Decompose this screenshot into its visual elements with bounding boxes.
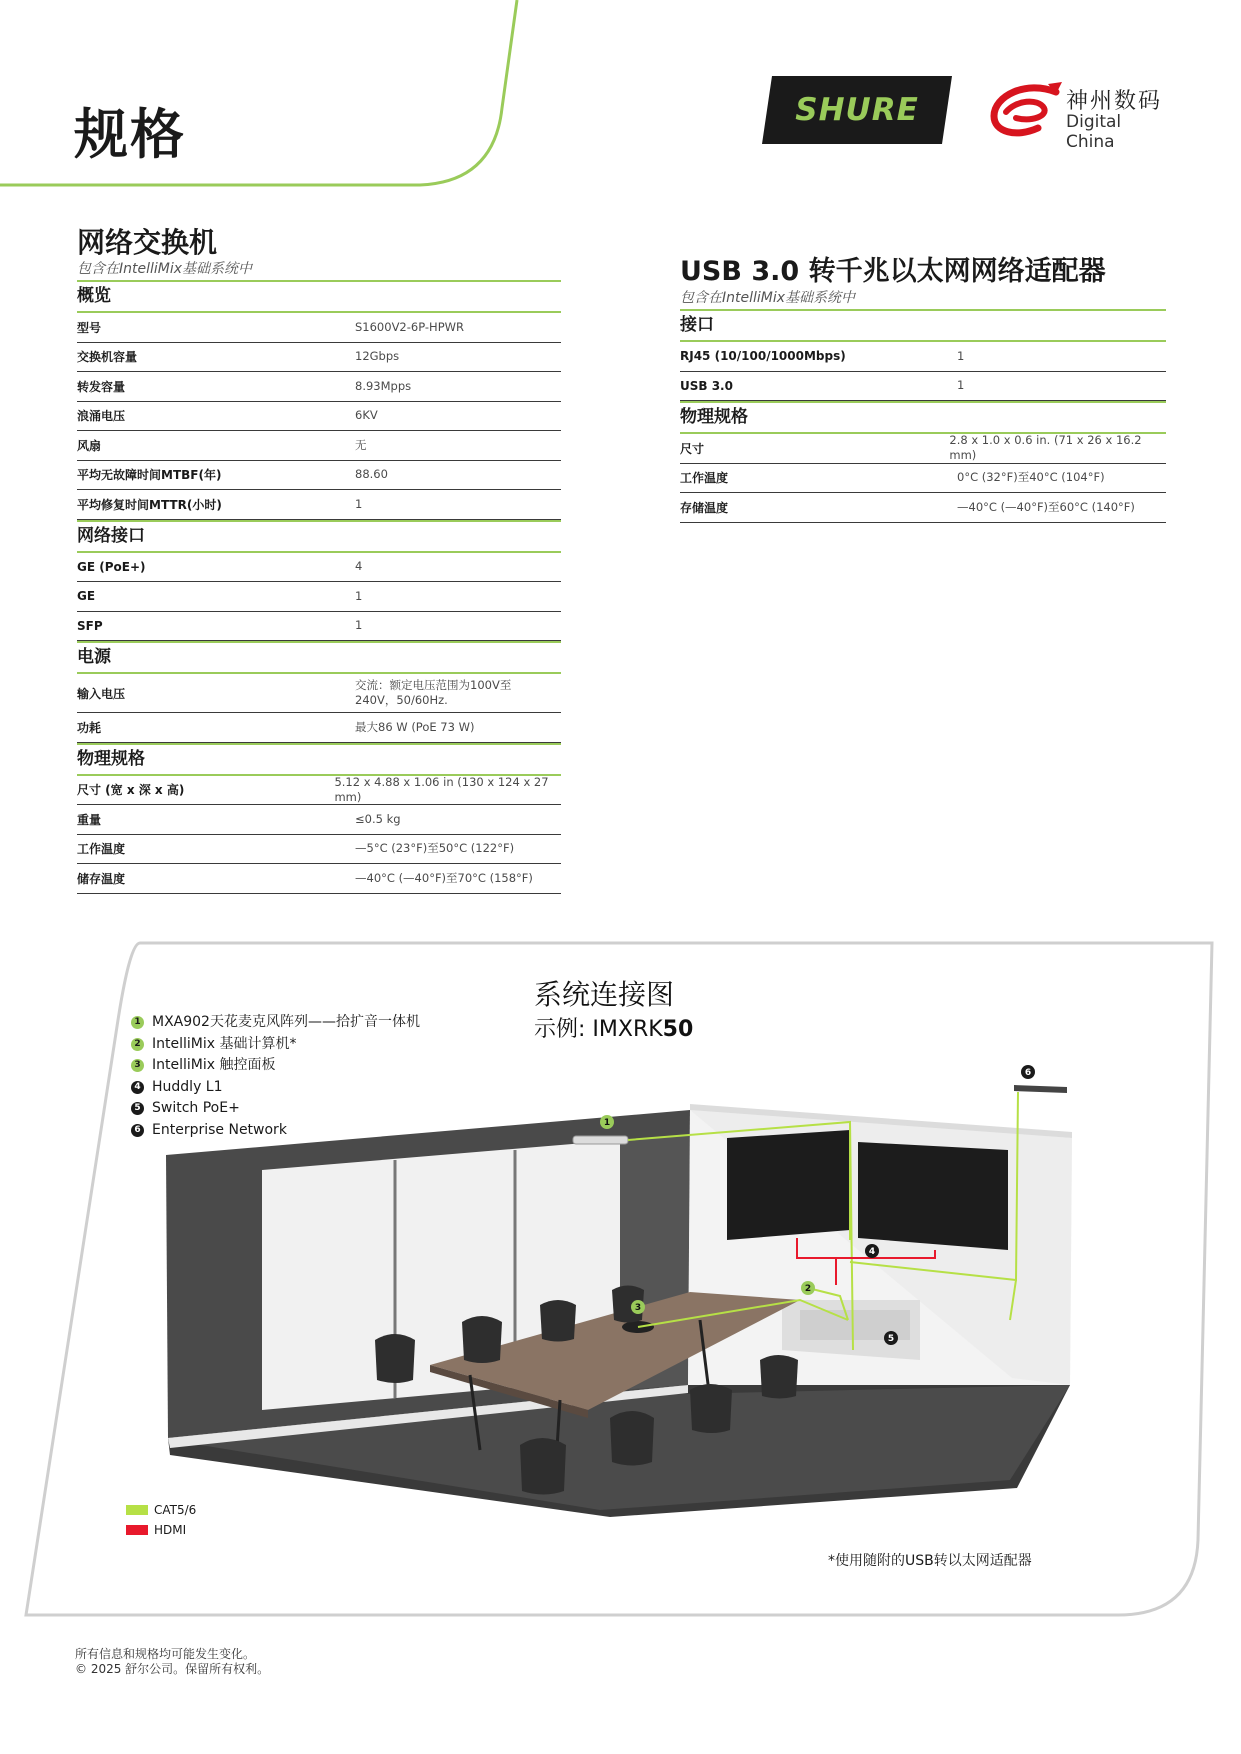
svg-text:3: 3: [634, 1303, 642, 1313]
legend-label: IntelliMix 基础计算机*: [152, 1035, 297, 1052]
spec-key: 转发容量: [77, 379, 126, 394]
spec-value: 5.12 x 4.88 x 1.06 in (130 x 124 x 27 mm): [334, 774, 549, 804]
spec-row: [77, 343, 561, 373]
spec-key: 工作温度: [77, 842, 126, 857]
digital-china-logo: [986, 78, 1166, 152]
spec-value: 最大86 W (PoE 73 W): [355, 719, 475, 734]
spec-row: [77, 776, 561, 806]
spec-value: 6KV: [355, 408, 378, 423]
spec-key: SFP: [77, 618, 103, 633]
spec-value: —40°C (—40°F)至60°C (140°F): [957, 499, 1135, 514]
spec-value: —5°C (23°F)至50°C (122°F): [355, 841, 515, 856]
spec-key: 功耗: [77, 720, 102, 735]
spec-key: GE (PoE+): [77, 559, 146, 574]
svg-text:6: 6: [1024, 1068, 1032, 1078]
legend-item: [131, 1098, 420, 1120]
legend-item: [131, 1012, 420, 1034]
cable-key-hdmi: HDMI: [126, 1523, 186, 1537]
spec-key: USB 3.0: [680, 378, 733, 393]
shure-logo: [762, 76, 952, 144]
spec-value: —40°C (—40°F)至70°C (158°F): [355, 870, 533, 885]
display-right: [858, 1142, 1008, 1250]
spec-row: [680, 434, 1166, 464]
legend-item: [131, 1120, 420, 1142]
spec-row: [680, 372, 1166, 402]
spec-row: [77, 835, 561, 865]
spec-value: 无: [355, 437, 367, 452]
spec-group-heading: 物理规格: [680, 401, 1166, 434]
display-left: [727, 1130, 850, 1240]
svg-text:1: 1: [603, 1118, 611, 1128]
legend-number-badge: 3: [131, 1059, 144, 1072]
spec-value: ≤0.5 kg: [355, 811, 401, 826]
page-title: 规格: [74, 103, 186, 166]
svg-text:4: 4: [868, 1247, 876, 1257]
switch-spec-section: [77, 226, 561, 894]
spec-value: 88.60: [355, 467, 388, 482]
legend-number-badge: 6: [131, 1124, 144, 1137]
spec-group-heading: 概览: [77, 280, 561, 313]
spec-row: [680, 493, 1166, 523]
spec-group-heading: 电源: [77, 641, 561, 674]
spec-value: 1: [355, 618, 363, 633]
adapter-title: USB 3.0 转千兆以太网网络适配器: [680, 256, 1106, 287]
legend-label: Huddly L1: [152, 1078, 223, 1095]
spec-row: [77, 864, 561, 894]
spec-value: 1: [957, 348, 965, 363]
legend-number-badge: 4: [131, 1081, 144, 1094]
spec-value: 1: [957, 378, 965, 393]
spec-row: [77, 674, 561, 713]
spec-key: GE: [77, 589, 96, 604]
spec-value: 4: [355, 559, 363, 574]
switch-subtitle: 包含在IntelliMix基础系统中: [77, 261, 253, 277]
spec-value: 8.93Mpps: [355, 378, 412, 393]
adapter-subtitle: 包含在IntelliMix基础系统中: [680, 290, 856, 306]
diagram-title: 系统连接图: [534, 978, 675, 1011]
shure-logo-text: SHURE: [795, 92, 919, 128]
spec-key: 浪涌电压: [77, 409, 126, 424]
digital-china-cn: 神州数码: [1066, 89, 1163, 114]
spec-key: 尺寸 (宽 x 深 x 高): [77, 783, 185, 798]
diagram-footnote: *使用随附的USB转以太网适配器: [828, 1553, 1032, 1569]
spec-row: [77, 582, 561, 612]
legend-label: IntelliMix 触控面板: [152, 1057, 276, 1073]
spec-key: 交换机容量: [77, 350, 138, 365]
svg-text:2: 2: [804, 1284, 812, 1294]
adapter-spec-section: [680, 255, 1166, 523]
legend-label: Switch PoE+: [152, 1100, 240, 1116]
footer: 所有信息和规格均可能发生变化。 © 2025 舒尔公司。保留所有权利。: [75, 1647, 270, 1676]
legend-label: MXA902天花麦克风阵列——拾扩音一体机: [152, 1014, 420, 1030]
spec-group-heading: 物理规格: [77, 743, 561, 776]
digital-china-en: Digital China: [1066, 112, 1122, 152]
legend-item: [131, 1055, 420, 1077]
spec-key: 风扇: [77, 438, 102, 453]
diagram-example: 示例: IMXRK50: [534, 1017, 694, 1042]
spec-row: [77, 553, 561, 583]
spec-value: 1: [355, 496, 363, 511]
spec-value: S1600V2-6P-HPWR: [355, 319, 464, 334]
spec-row: [680, 464, 1166, 494]
spec-key: 平均无故障时间MTBF(年): [77, 468, 222, 483]
spec-row: [77, 490, 561, 520]
svg-text:5: 5: [887, 1334, 895, 1344]
legend-label: Enterprise Network: [152, 1121, 287, 1138]
switch-spec-table: [77, 280, 561, 894]
spec-key: 工作温度: [680, 471, 729, 486]
spec-key: 储存温度: [77, 871, 126, 886]
adapter-spec-table: [680, 309, 1166, 523]
switch-title: 网络交换机: [77, 226, 218, 259]
legend-number-badge: 2: [131, 1038, 144, 1051]
spec-row: [77, 805, 561, 835]
spec-key: 存储温度: [680, 500, 729, 515]
spec-key: 型号: [77, 320, 102, 335]
spec-row: [680, 342, 1166, 372]
spec-group-heading: 网络接口: [77, 520, 561, 553]
spec-row: [77, 713, 561, 743]
spec-value: 1: [355, 588, 363, 603]
spec-key: 平均修复时间MTTR(小时): [77, 497, 222, 512]
spec-row: [77, 313, 561, 343]
diagram-legend: [131, 1012, 420, 1141]
spec-key: RJ45 (10/100/1000Mbps): [680, 349, 846, 364]
spec-key: 重量: [77, 812, 102, 827]
spec-row: [77, 431, 561, 461]
spec-key: 输入电压: [77, 686, 126, 701]
enterprise-network-switch: [1014, 1085, 1067, 1093]
spec-value: 12Gbps: [355, 349, 400, 364]
spec-group-heading: 接口: [680, 309, 1166, 342]
cable-key-cat: CAT5/6: [126, 1503, 196, 1517]
spec-key: 尺寸: [680, 441, 705, 456]
spec-row: [77, 372, 561, 402]
spec-row: [77, 402, 561, 432]
spec-row: [77, 461, 561, 491]
spec-value: 2.8 x 1.0 x 0.6 in. (71 x 26 x 16.2 mm): [949, 433, 1142, 463]
spec-value: 交流：额定电压范围为100V至240V，50/60Hz.: [355, 678, 512, 707]
digital-china-emblem-icon: [986, 78, 1064, 142]
spec-value: 0°C (32°F)至40°C (104°F): [957, 470, 1105, 485]
legend-number-badge: 5: [131, 1102, 144, 1115]
legend-number-badge: 1: [131, 1016, 144, 1029]
spec-row: [77, 612, 561, 642]
legend-item: [131, 1034, 420, 1056]
legend-item: [131, 1077, 420, 1099]
